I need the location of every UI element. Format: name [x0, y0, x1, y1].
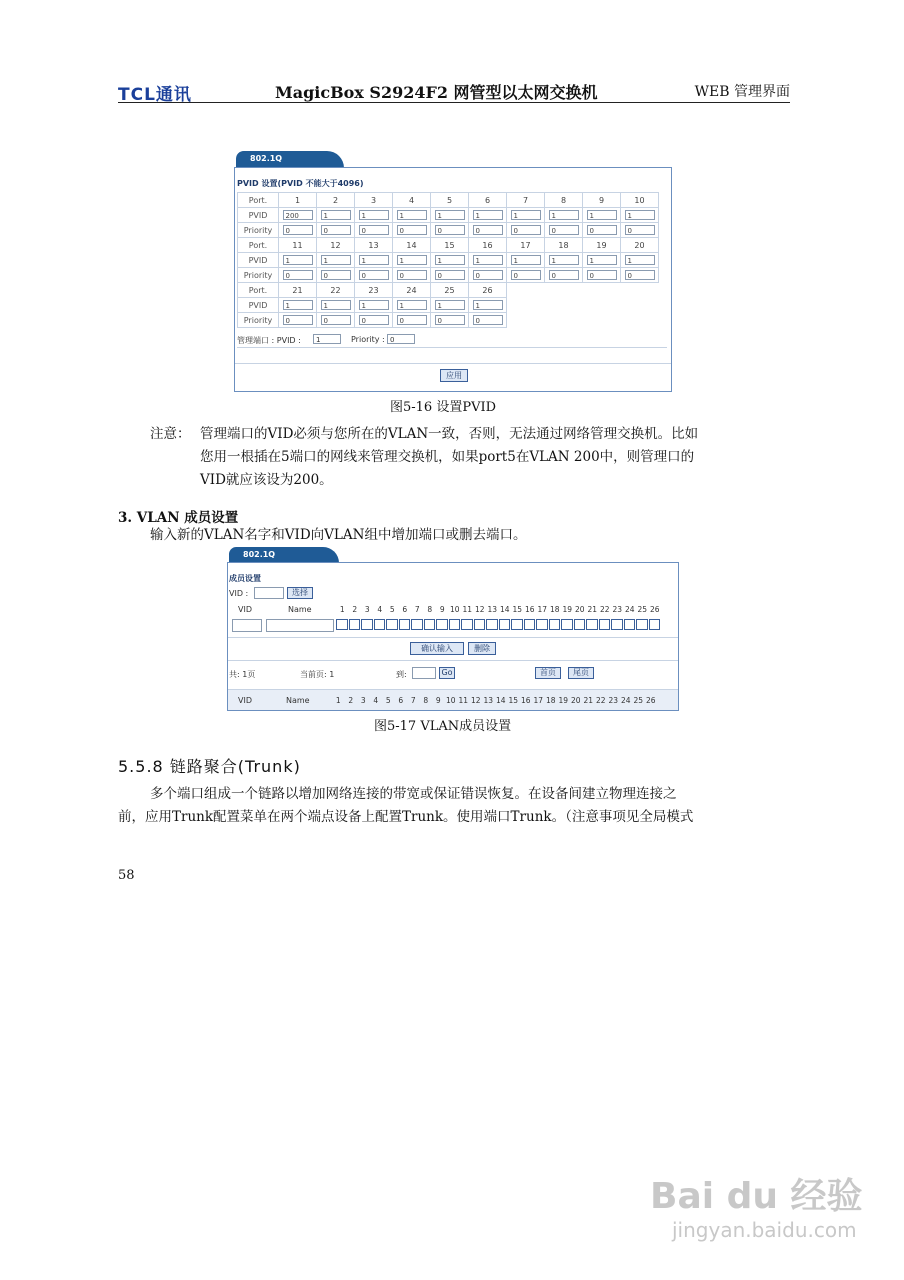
list-col-name: Name [286, 696, 310, 705]
pvid-input-port-6[interactable]: 1 [473, 210, 503, 220]
row-label-priority: Priority [238, 268, 279, 283]
port-label-18: 18 [549, 605, 560, 614]
port-label-15: 15 [508, 696, 519, 705]
pvid-cell [393, 253, 431, 268]
pvid-input-port-2[interactable]: 1 [321, 210, 351, 220]
port-number: 18 [545, 238, 583, 253]
pvid-grid-row-port [238, 283, 659, 298]
pvid-input-port-3[interactable]: 1 [359, 210, 389, 220]
empty-cell [583, 283, 621, 298]
fig16-caption: 图5-16 设置PVID [390, 400, 497, 415]
priority-cell [279, 223, 317, 238]
row-label-port: Port. [238, 238, 279, 253]
port-label-14: 14 [495, 696, 506, 705]
port-checkbox-3[interactable] [361, 619, 373, 630]
priority-input-port-7[interactable]: 0 [511, 225, 541, 235]
priority-input-port-22[interactable]: 0 [321, 315, 351, 325]
header-section: WEB 管理界面 [694, 84, 790, 100]
port-number: 15 [431, 238, 469, 253]
note-line-2: 您用一根插在5端口的网线来管理交换机，如果port5在VLAN 200中，则管理口的 [200, 449, 695, 465]
pvid-cell [583, 208, 621, 223]
goto-page-input[interactable] [412, 667, 436, 679]
pvid-input-port-20[interactable]: 1 [625, 255, 655, 265]
pvid-input-port-19[interactable]: 1 [587, 255, 617, 265]
empty-cell [621, 298, 659, 313]
confirm-button[interactable]: 确认输入 [410, 642, 464, 655]
port-label-11: 11 [458, 696, 469, 705]
pvid-grid-row-pvid [238, 208, 659, 223]
port-label-22: 22 [599, 605, 610, 614]
port-checkbox-23[interactable] [611, 619, 623, 630]
member-list-header [228, 689, 678, 710]
fig16-pvid-panel [234, 167, 672, 392]
priority-input-port-13[interactable]: 0 [359, 270, 389, 280]
tcl-logo: TCL通讯 [118, 85, 192, 105]
pvid-cell [317, 253, 355, 268]
priority-cell [431, 268, 469, 283]
port-label-5: 5 [385, 696, 391, 705]
pvid-grid-row-priority [238, 268, 659, 283]
fig16-section-title: PVID 设置(PVID 不能大于4096) [237, 179, 364, 188]
pvid-cell [355, 253, 393, 268]
priority-cell [355, 223, 393, 238]
port-label-19: 19 [562, 605, 573, 614]
current-page: 当前页: 1 [300, 670, 335, 679]
priority-input-port-4[interactable]: 0 [397, 225, 427, 235]
row-label-port: Port. [238, 193, 279, 208]
priority-cell [393, 223, 431, 238]
port-checkbox-14[interactable] [499, 619, 511, 630]
pvid-input-port-22[interactable]: 1 [321, 300, 351, 310]
pvid-cell [469, 253, 507, 268]
list-col-vid: VID [238, 696, 252, 705]
pvid-cell [583, 253, 621, 268]
pvid-cell [317, 298, 355, 313]
port-label-7: 7 [414, 605, 420, 614]
section3-intro: 输入新的VLAN名字和VID向VLAN组中增加端口或删去端口。 [150, 527, 527, 543]
section3-heading: 3. VLAN 成员设置 [118, 510, 239, 526]
note-label: 注意： [150, 426, 191, 442]
priority-input-port-20[interactable]: 0 [625, 270, 655, 280]
pvid-cell [393, 208, 431, 223]
port-label-17: 17 [537, 605, 548, 614]
port-label-22: 22 [595, 696, 606, 705]
fig17-vid-input[interactable] [254, 587, 284, 599]
note-line-3: VID就应该设为200。 [200, 472, 333, 488]
pvid-input-port-7[interactable]: 1 [511, 210, 541, 220]
port-number: 21 [279, 283, 317, 298]
port-number: 3 [355, 193, 393, 208]
port-number: 7 [507, 193, 545, 208]
port-number: 19 [583, 238, 621, 253]
priority-cell [355, 313, 393, 328]
first-page-button[interactable]: 首页 [535, 667, 561, 679]
port-checkbox-2[interactable] [349, 619, 361, 630]
priority-cell [355, 268, 393, 283]
port-label-16: 16 [520, 696, 531, 705]
port-number: 24 [393, 283, 431, 298]
page-header [118, 76, 790, 103]
port-checkbox-6[interactable] [399, 619, 411, 630]
pvid-cell [469, 298, 507, 313]
pvid-input-port-14[interactable]: 1 [397, 255, 427, 265]
port-number: 9 [583, 193, 621, 208]
fig17-tab-8021q[interactable]: 802.1Q [229, 547, 339, 563]
port-checkbox-5[interactable] [386, 619, 398, 630]
port-label-11: 11 [462, 605, 473, 614]
fig17-vid-label: VID : [229, 589, 249, 598]
port-checkbox-17[interactable] [536, 619, 548, 630]
port-number: 8 [545, 193, 583, 208]
pvid-input-port-26[interactable]: 1 [473, 300, 503, 310]
pvid-input-port-25[interactable]: 1 [435, 300, 465, 310]
port-number: 2 [317, 193, 355, 208]
port-number: 23 [355, 283, 393, 298]
port-checkbox-15[interactable] [511, 619, 523, 630]
port-checkbox-19[interactable] [561, 619, 573, 630]
port-label-12: 12 [474, 605, 485, 614]
port-label-24: 24 [620, 696, 631, 705]
pvid-grid-row-pvid [238, 253, 659, 268]
priority-cell [317, 268, 355, 283]
pvid-input-port-21[interactable]: 1 [283, 300, 313, 310]
fig17-divider-2 [228, 660, 678, 661]
header-title: MagicBox S2924F2 网管型以太网交换机 [275, 83, 598, 102]
row-label-priority: Priority [238, 313, 279, 328]
pvid-grid-row-priority [238, 223, 659, 238]
pvid-cell [355, 208, 393, 223]
section558-heading: 5.5.8 链路聚合(Trunk) [118, 757, 301, 776]
fig16-divider [235, 363, 671, 364]
priority-cell [583, 268, 621, 283]
port-checkbox-18[interactable] [549, 619, 561, 630]
port-checkbox-25[interactable] [636, 619, 648, 630]
priority-cell [621, 223, 659, 238]
priority-input-port-6[interactable]: 0 [473, 225, 503, 235]
new-vid-input[interactable] [232, 619, 262, 632]
mgmt-pvid-label: 管理端口 : PVID : [237, 336, 301, 345]
pvid-grid-row-priority [238, 313, 659, 328]
pvid-input-port-1[interactable]: 200 [283, 210, 313, 220]
port-label-26: 26 [645, 696, 656, 705]
port-checkbox-11[interactable] [461, 619, 473, 630]
port-label-17: 17 [533, 696, 544, 705]
priority-cell [317, 313, 355, 328]
port-label-4: 4 [377, 605, 383, 614]
port-label-20: 20 [574, 605, 585, 614]
port-label-13: 13 [483, 696, 494, 705]
port-number-header [336, 605, 661, 614]
pvid-input-port-9[interactable]: 1 [587, 210, 617, 220]
port-checkbox-10[interactable] [449, 619, 461, 630]
empty-cell [507, 313, 545, 328]
apply-button[interactable]: 应用 [440, 369, 468, 382]
baidu-watermark-url: jingyan.baidu.com [672, 1218, 857, 1242]
mgmt-priority-label: Priority : [351, 335, 385, 344]
port-number: 20 [621, 238, 659, 253]
empty-cell [507, 298, 545, 313]
port-number: 1 [279, 193, 317, 208]
row-label-pvid: PVID [238, 253, 279, 268]
port-label-15: 15 [512, 605, 523, 614]
port-checkbox-row [336, 619, 661, 630]
empty-cell [545, 298, 583, 313]
mgmt-pvid-input[interactable]: 1 [313, 334, 341, 344]
pvid-cell [355, 298, 393, 313]
priority-cell [507, 268, 545, 283]
pvid-input-port-8[interactable]: 1 [549, 210, 579, 220]
port-checkbox-16[interactable] [524, 619, 536, 630]
pvid-table [237, 192, 659, 328]
col-vid-header: VID [238, 605, 252, 614]
priority-cell [469, 268, 507, 283]
pvid-grid-row-port [238, 193, 659, 208]
priority-input-port-23[interactable]: 0 [359, 315, 389, 325]
pvid-grid-row-port [238, 238, 659, 253]
port-number: 17 [507, 238, 545, 253]
empty-cell [583, 313, 621, 328]
priority-input-port-19[interactable]: 0 [587, 270, 617, 280]
pvid-input-port-12[interactable]: 1 [321, 255, 351, 265]
port-label-21: 21 [583, 696, 594, 705]
port-label-9: 9 [439, 605, 445, 614]
port-checkbox-9[interactable] [436, 619, 448, 630]
section558-line-1: 多个端口组成一个链路以增加网络连接的带宽或保证错误恢复。在设备间建立物理连接之 [150, 786, 677, 802]
priority-input-port-18[interactable]: 0 [549, 270, 579, 280]
mgmt-priority-input[interactable]: 0 [387, 334, 415, 344]
empty-cell [545, 283, 583, 298]
pvid-cell [279, 298, 317, 313]
pvid-input-port-17[interactable]: 1 [511, 255, 541, 265]
port-label-23: 23 [608, 696, 619, 705]
port-label-9: 9 [435, 696, 441, 705]
priority-input-port-24[interactable]: 0 [397, 315, 427, 325]
pvid-cell [545, 253, 583, 268]
port-number: 14 [393, 238, 431, 253]
priority-cell [621, 268, 659, 283]
priority-input-port-2[interactable]: 0 [321, 225, 351, 235]
port-checkbox-1[interactable] [336, 619, 348, 630]
priority-input-port-3[interactable]: 0 [359, 225, 389, 235]
port-number: 10 [621, 193, 659, 208]
port-checkbox-13[interactable] [486, 619, 498, 630]
port-label-1: 1 [335, 696, 341, 705]
delete-button[interactable]: 删除 [468, 642, 496, 655]
pvid-cell [621, 208, 659, 223]
pvid-input-port-23[interactable]: 1 [359, 300, 389, 310]
priority-input-port-16[interactable]: 0 [473, 270, 503, 280]
empty-cell [621, 283, 659, 298]
pvid-input-port-16[interactable]: 1 [473, 255, 503, 265]
fig17-section-title: 成员设置 [229, 574, 261, 583]
pvid-input-port-18[interactable]: 1 [549, 255, 579, 265]
priority-cell [317, 223, 355, 238]
port-label-12: 12 [470, 696, 481, 705]
page-number: 58 [118, 868, 135, 883]
port-label-16: 16 [524, 605, 535, 614]
pvid-input-port-10[interactable]: 1 [625, 210, 655, 220]
pvid-input-port-11[interactable]: 1 [283, 255, 313, 265]
port-label-4: 4 [373, 696, 379, 705]
port-label-1: 1 [339, 605, 345, 614]
port-label-2: 2 [348, 696, 354, 705]
port-checkbox-26[interactable] [649, 619, 661, 630]
port-number: 11 [279, 238, 317, 253]
port-label-21: 21 [587, 605, 598, 614]
port-label-10: 10 [449, 605, 460, 614]
last-page-button[interactable]: 尾页 [568, 667, 594, 679]
priority-input-port-8[interactable]: 0 [549, 225, 579, 235]
pvid-cell [393, 298, 431, 313]
pvid-grid-row-pvid [238, 298, 659, 313]
port-label-14: 14 [499, 605, 510, 614]
port-label-8: 8 [427, 605, 433, 614]
pvid-cell [317, 208, 355, 223]
priority-cell [583, 223, 621, 238]
port-number: 16 [469, 238, 507, 253]
port-checkbox-8[interactable] [424, 619, 436, 630]
fig17-caption: 图5-17 VLAN成员设置 [374, 719, 512, 734]
priority-cell [393, 313, 431, 328]
port-checkbox-20[interactable] [574, 619, 586, 630]
pvid-cell [279, 253, 317, 268]
fig17-divider-1 [228, 637, 678, 638]
list-port-header [332, 696, 657, 705]
empty-cell [545, 313, 583, 328]
row-label-pvid: PVID [238, 298, 279, 313]
empty-cell [507, 283, 545, 298]
port-checkbox-22[interactable] [599, 619, 611, 630]
port-number: 25 [431, 283, 469, 298]
priority-input-port-14[interactable]: 0 [397, 270, 427, 280]
note-line-1: 管理端口的VID必须与您所在的VLAN一致，否则，无法通过网络管理交换机。比如 [200, 426, 699, 442]
priority-cell [431, 223, 469, 238]
priority-cell [469, 223, 507, 238]
section558-line-2: 前，应用Trunk配置菜单在两个端点设备上配置Trunk。使用端口Trunk。（注意事项见全局模式 [118, 809, 694, 825]
priority-cell [469, 313, 507, 328]
priority-input-port-1[interactable]: 0 [283, 225, 313, 235]
pvid-cell [431, 253, 469, 268]
go-button[interactable]: Go [439, 667, 455, 679]
port-checkbox-24[interactable] [624, 619, 636, 630]
port-label-6: 6 [398, 696, 404, 705]
port-label-13: 13 [487, 605, 498, 614]
priority-input-port-5[interactable]: 0 [435, 225, 465, 235]
port-checkbox-7[interactable] [411, 619, 423, 630]
port-label-3: 3 [364, 605, 370, 614]
fig16-tab-8021q[interactable]: 802.1Q [236, 151, 344, 168]
port-label-2: 2 [352, 605, 358, 614]
port-label-26: 26 [649, 605, 660, 614]
priority-input-port-25[interactable]: 0 [435, 315, 465, 325]
priority-input-port-21[interactable]: 0 [283, 315, 313, 325]
pvid-input-port-5[interactable]: 1 [435, 210, 465, 220]
port-label-8: 8 [423, 696, 429, 705]
priority-cell [393, 268, 431, 283]
priority-cell [431, 313, 469, 328]
pvid-cell [507, 253, 545, 268]
row-label-priority: Priority [238, 223, 279, 238]
fig17-member-panel [227, 562, 679, 711]
port-number: 13 [355, 238, 393, 253]
port-number: 26 [469, 283, 507, 298]
mgmt-port-row [237, 333, 667, 348]
pvid-cell [431, 208, 469, 223]
port-number: 4 [393, 193, 431, 208]
port-label-10: 10 [445, 696, 456, 705]
priority-input-port-15[interactable]: 0 [435, 270, 465, 280]
port-label-25: 25 [633, 696, 644, 705]
port-checkbox-4[interactable] [374, 619, 386, 630]
priority-cell [507, 223, 545, 238]
port-number: 5 [431, 193, 469, 208]
pvid-cell [621, 253, 659, 268]
pvid-input-port-4[interactable]: 1 [397, 210, 427, 220]
priority-input-port-9[interactable]: 0 [587, 225, 617, 235]
baidu-watermark-brand: Bai du 经验 [650, 1176, 863, 1217]
port-number: 12 [317, 238, 355, 253]
priority-input-port-12[interactable]: 0 [321, 270, 351, 280]
pvid-cell [545, 208, 583, 223]
row-label-pvid: PVID [238, 208, 279, 223]
empty-cell [621, 313, 659, 328]
port-label-24: 24 [624, 605, 635, 614]
priority-input-port-10[interactable]: 0 [625, 225, 655, 235]
port-label-20: 20 [570, 696, 581, 705]
port-label-6: 6 [402, 605, 408, 614]
priority-input-port-11[interactable]: 0 [283, 270, 313, 280]
goto-label: 到: [396, 670, 407, 679]
total-pages: 共: 1页 [229, 670, 256, 679]
pvid-input-port-24[interactable]: 1 [397, 300, 427, 310]
pvid-cell [469, 208, 507, 223]
pvid-cell [431, 298, 469, 313]
priority-input-port-26[interactable]: 0 [473, 315, 503, 325]
pvid-input-port-15[interactable]: 1 [435, 255, 465, 265]
col-name-header: Name [288, 605, 312, 614]
port-label-19: 19 [558, 696, 569, 705]
row-label-port: Port. [238, 283, 279, 298]
port-label-5: 5 [389, 605, 395, 614]
priority-cell [545, 223, 583, 238]
select-button[interactable]: 选择 [287, 587, 313, 599]
port-label-7: 7 [410, 696, 416, 705]
priority-cell [279, 313, 317, 328]
port-label-18: 18 [545, 696, 556, 705]
priority-input-port-17[interactable]: 0 [511, 270, 541, 280]
pvid-input-port-13[interactable]: 1 [359, 255, 389, 265]
priority-cell [545, 268, 583, 283]
port-number: 22 [317, 283, 355, 298]
empty-cell [583, 298, 621, 313]
pvid-cell [279, 208, 317, 223]
port-label-25: 25 [637, 605, 648, 614]
port-label-3: 3 [360, 696, 366, 705]
port-label-23: 23 [612, 605, 623, 614]
port-checkbox-12[interactable] [474, 619, 486, 630]
port-number: 6 [469, 193, 507, 208]
new-name-input[interactable] [266, 619, 334, 632]
priority-cell [279, 268, 317, 283]
pvid-cell [507, 208, 545, 223]
port-checkbox-21[interactable] [586, 619, 598, 630]
